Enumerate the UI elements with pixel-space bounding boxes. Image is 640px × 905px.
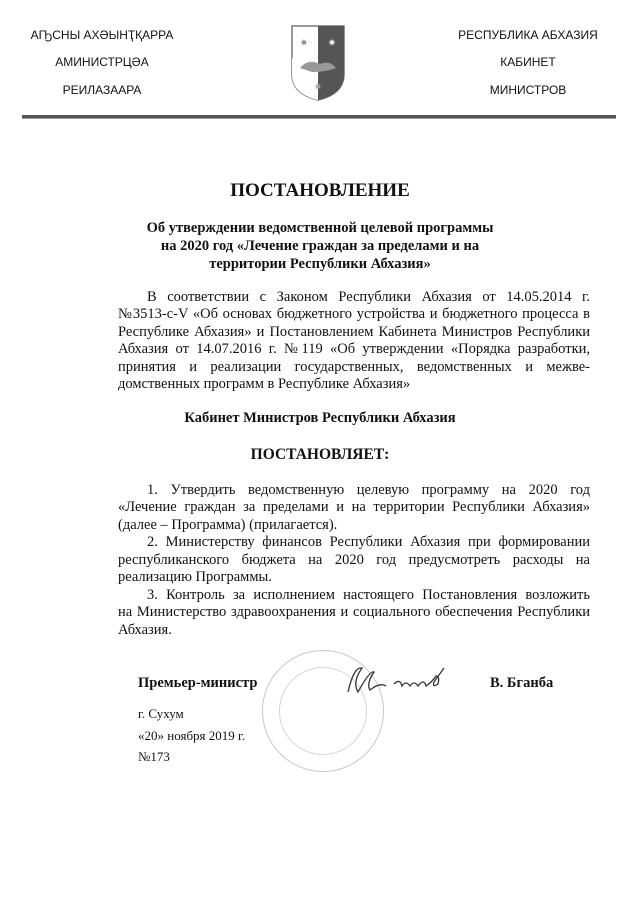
subtitle-line: Об утверждении ведомственной целевой программы (146, 220, 494, 236)
signatory-position: Премьер-министр (138, 675, 258, 691)
header-right-line: МИНИСТРОВ (489, 83, 567, 97)
header-left-line: РЕИЛАЗААРА (62, 83, 142, 97)
point-line: (далее – Программа) (прилагается). (118, 517, 338, 533)
header-right-line: КАБИНЕТ (500, 55, 556, 69)
subtitle-line: территории Республики Абхазия» (209, 256, 431, 272)
svg-text:✷: ✷ (299, 38, 309, 49)
point-line: республиканского бюджета на 2020 год предусмотреть расходы на (118, 552, 590, 568)
point-line: «Лечение граждан за пределами и на территории Республики Абхазия» (118, 499, 590, 515)
document-number: №173 (138, 749, 170, 764)
svg-text:✷: ✷ (327, 38, 337, 49)
header-right-line: РЕСПУБЛИКА АБХАЗИЯ (458, 28, 598, 42)
preamble-line: Республике Абхазия» и Постановлением Кабинета Министров Республики (118, 324, 590, 340)
city: г. Сухум (138, 706, 184, 721)
preamble-line: В соответствии с Законом Республики Абхазия от 14.05.2014 г. (147, 289, 590, 305)
point-line: реализацию Программы. (118, 569, 272, 585)
signatory-name: В. Бганба (490, 675, 554, 691)
point-line: 2. Министерству финансов Республики Абхазия при формировании (147, 534, 590, 550)
point-line: 3. Контроль за исполнением настоящего Постановления возложить (147, 587, 590, 603)
body-heading: Кабинет Министров Республики Абхазия (184, 410, 456, 426)
document-title: ПОСТАНОВЛЕНИЕ (230, 180, 410, 201)
header-left-line: АҦСНЫ АХӘЫНҬҚАРРА (30, 28, 174, 42)
coat-of-arms-emblem (290, 24, 346, 102)
point-line: на Министерство здравоохранения и социального обеспечения Республики (118, 604, 590, 620)
point-line: 1. Утвердить ведомственную целевую программу на 2020 год (147, 482, 590, 498)
resolves-heading: ПОСТАНОВЛЯЕТ: (250, 446, 390, 463)
preamble-line: принятия и реализации государственных, ведомственных и межве- (118, 359, 590, 375)
svg-text:✷: ✷ (313, 82, 323, 93)
preamble-line: домственных программ в Республике Абхазия» (118, 376, 411, 392)
subtitle-line: на 2020 год «Лечение граждан за пределами и на (160, 238, 480, 254)
point-line: Абхазия. (118, 622, 172, 638)
preamble-line: Абхазия от 14.07.2016 г. №119 «Об утверждении «Порядка разработки, (118, 341, 590, 357)
handwritten-signature (340, 662, 470, 702)
header-left-line: АМИНИСТРЦӘА (55, 55, 149, 69)
header-divider (22, 115, 616, 119)
date: «20» ноября 2019 г. (138, 728, 246, 743)
preamble-line: №3513-с-V «Об основах бюджетного устройства и бюджетного процесса в (118, 306, 590, 322)
